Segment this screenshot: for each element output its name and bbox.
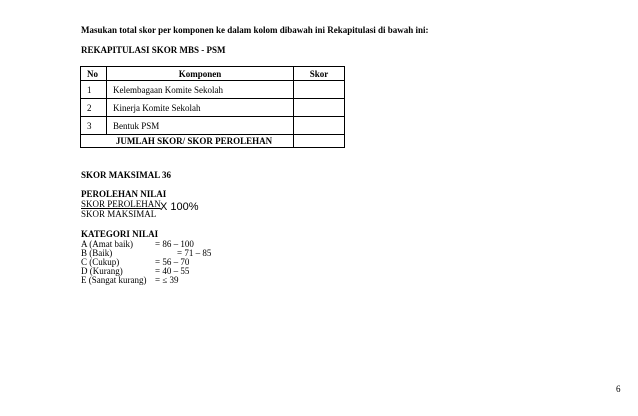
kategori-title: KATEGORI NILAI: [81, 229, 159, 239]
kategori-range: = 71 – 85: [177, 248, 212, 258]
list-item: [81, 275, 179, 285]
fraction-numerator: SKOR PEROLEHAN: [81, 199, 161, 209]
fraction-denominator: SKOR MAKSIMAL: [81, 209, 157, 219]
header-skor: Skor: [294, 67, 345, 81]
row-skor-cell[interactable]: [294, 117, 345, 135]
multiplier-text: X 100%: [160, 201, 199, 213]
table-row: [81, 117, 345, 135]
skor-maksimal: SKOR MAKSIMAL 36: [81, 170, 172, 180]
total-skor-cell[interactable]: [294, 135, 345, 148]
kategori-label: B (Baik): [81, 248, 113, 258]
total-label: JUMLAH SKOR/ SKOR PEROLEHAN: [81, 135, 294, 148]
table-header-row: [81, 67, 345, 81]
row-komponen: Bentuk PSM: [107, 117, 294, 135]
kategori-range: = 40 – 55: [155, 266, 190, 276]
kategori-label: C (Cukup): [81, 257, 120, 267]
kategori-label: E (Sangat kurang): [81, 275, 147, 285]
row-no: 3: [81, 117, 107, 135]
table-row: [81, 81, 345, 99]
kategori-label: D (Kurang): [81, 266, 123, 276]
row-skor-cell[interactable]: [294, 81, 345, 99]
header-no: No: [81, 67, 107, 81]
kategori-range: = 86 – 100: [155, 239, 194, 249]
total-row: [81, 135, 345, 148]
kategori-range: = 56 – 70: [155, 257, 190, 267]
row-skor-cell[interactable]: [294, 99, 345, 117]
row-komponen: Kelembagaan Komite Sekolah: [107, 81, 294, 99]
rekap-title: REKAPITULASI SKOR MBS - PSM: [81, 45, 226, 55]
rekap-table: [80, 66, 345, 148]
header-komponen: Komponen: [107, 67, 294, 81]
page-number: 6: [616, 384, 621, 394]
kategori-label: A (Amat baik): [81, 239, 133, 249]
instruction-text: Masukan total skor per komponen ke dalam kolom dibawah ini Rekapitulasi di bawah ini:: [81, 25, 429, 35]
row-no: 2: [81, 99, 107, 117]
row-komponen: Kinerja Komite Sekolah: [107, 99, 294, 117]
perolehan-title: PEROLEHAN NILAI: [81, 189, 167, 199]
table-row: [81, 99, 345, 117]
kategori-range: = ≤ 39: [155, 275, 179, 285]
row-no: 1: [81, 81, 107, 99]
